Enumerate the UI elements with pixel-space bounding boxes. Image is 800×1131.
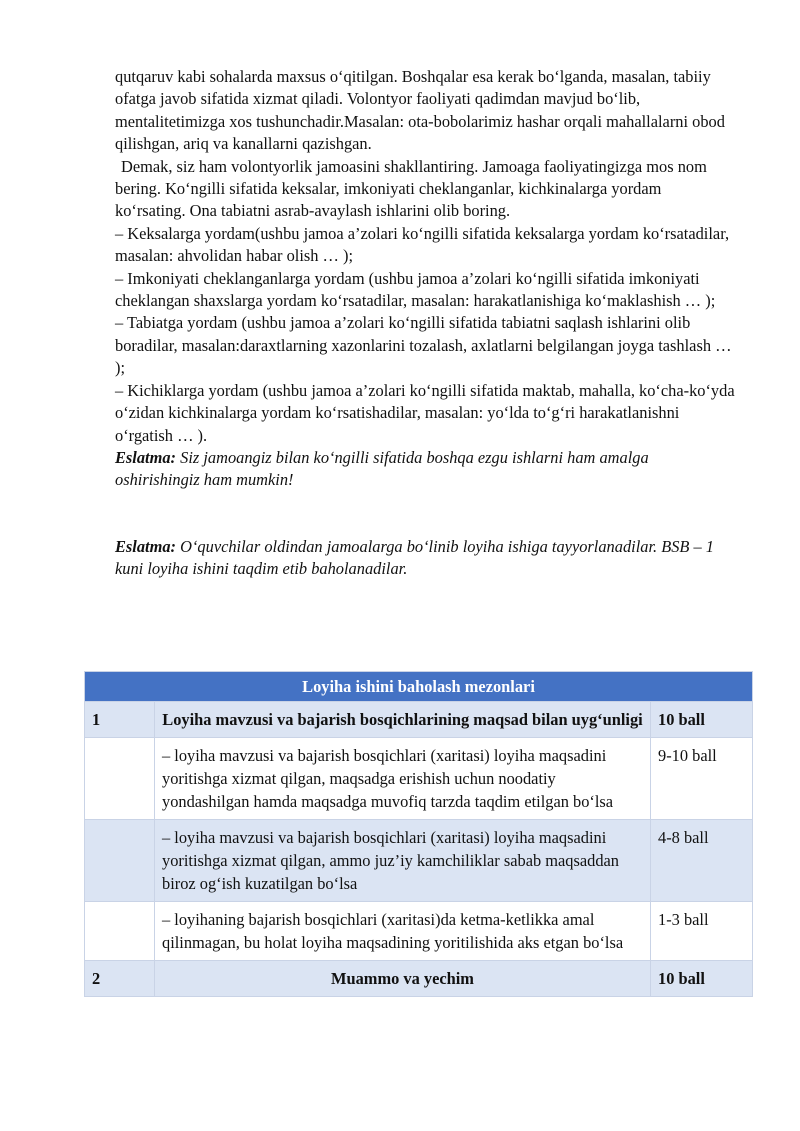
note-text: Oʻquvchilar oldindan jamoalarga boʻlinib loyiha ishiga tayyorlanadilar. BSB – 1 kuni loyiha ishini taqdim etib baholanadilar. [115, 536, 715, 579]
note-1 [115, 447, 735, 492]
row-number: 2 [85, 961, 155, 997]
table-row [85, 738, 753, 820]
note-text: Siz jamoangiz bilan koʻngilli sifatida boshqa ezgu ishlarni ham amalga oshirishingiz ham mumkin! [115, 447, 649, 490]
row-number [85, 820, 155, 902]
criteria-table [84, 671, 753, 997]
paragraph: Demak, siz ham volontyorlik jamoasini shakllantiring. Jamoaga faoliyatingizga mos nom bering. Koʻngilli sifatida keksalar, imkoniyati cheklanganlar, kichkinalarga yordam koʻrsating. Ona tabiatni asrab-avaylash ishlarini olib boring. [115, 156, 707, 221]
row-number [85, 902, 155, 961]
list-item: – Kichiklarga yordam (ushbu jamoa a’zolari koʻngilli sifatida maktab, mahalla, koʻcha-koʻyda oʻzidan kichkinalarga yordam koʻrsatishadilar, masalan: yoʻlda toʻgʻri harakatlanishni oʻrgatish … ). [115, 380, 735, 445]
list-item: – Keksalarga yordam(ushbu jamoa a’zolari koʻngilli sifatida keksalarga yordam koʻrsatadilar, masalan: ahvolidan habar olish … ); [115, 223, 730, 266]
note-label: Eslatma: [115, 536, 177, 556]
table-header-row [85, 672, 753, 702]
table-row [85, 961, 753, 997]
table-row [85, 820, 753, 902]
list-item: – Tabiatga yordam (ushbu jamoa a’zolari koʻngilli sifatida tabiatni saqlash ishlarini olib boradilar, masalan:daraxtlarning xazonlarini tozalash, axlatlarni belgilangan joyga tashlash … ); [115, 313, 732, 378]
score: 10 ball [651, 702, 753, 738]
criterion-title: Muammo va yechim [155, 961, 651, 997]
row-number [85, 738, 155, 820]
score: 1-3 ball [651, 902, 753, 961]
paragraph: qutqaruv kabi sohalarda maxsus oʻqitilgan. Boshqalar esa kerak boʻlganda, masalan, tabiiy ofatga javob sifatida xizmat qiladi. Volontyor faoliyati qadimdan mavjud boʻlib, mentalitetimizga xos tushunchadir.Masalan: ota-bobolarimiz hashar orqali mahallalarni obod qilishgan, ariq va kanallarni qazishgan. [115, 67, 725, 154]
table-row [85, 902, 753, 961]
criterion-title: Loyiha mavzusi va bajarish bosqichlarining maqsad bilan uygʻunligi [155, 702, 651, 738]
score: 9-10 ball [651, 738, 753, 820]
criterion-description: – loyiha mavzusi va bajarish bosqichlari (xaritasi) loyiha maqsadini yoritishga xizmat qilgan, maqsadga erishish uchun noodatiy yondashilgan hamda maqsadga muvofiq tarzda taqdim etilgan boʻlsa [155, 738, 651, 820]
criterion-description: – loyihaning bajarish bosqichlari (xaritasi)da ketma-ketlikka amal qilinmagan, bu holat loyiha maqsadining yoritilishida aks etgan boʻlsa [155, 902, 651, 961]
table-title: Loyiha ishini baholash mezonlari [85, 672, 753, 702]
score: 10 ball [651, 961, 753, 997]
table-row [85, 702, 753, 738]
row-number: 1 [85, 702, 155, 738]
note-label: Eslatma: [115, 447, 177, 467]
list-item: – Imkoniyati cheklanganlarga yordam (ushbu jamoa a’zolari koʻngilli sifatida imkoniyati cheklangan shaxslarga yordam koʻrsatadilar, masalan: harakatlanishiga koʻmaklashish … ); [115, 268, 716, 311]
body-text [115, 66, 735, 581]
note-2 [115, 536, 735, 581]
score: 4-8 ball [651, 820, 753, 902]
criterion-description: – loyiha mavzusi va bajarish bosqichlari (xaritasi) loyiha maqsadini yoritishga xizmat qilgan, ammo juz’iy kamchiliklar sabab maqsaddan biroz ogʻish kuzatilgan boʻlsa [155, 820, 651, 902]
